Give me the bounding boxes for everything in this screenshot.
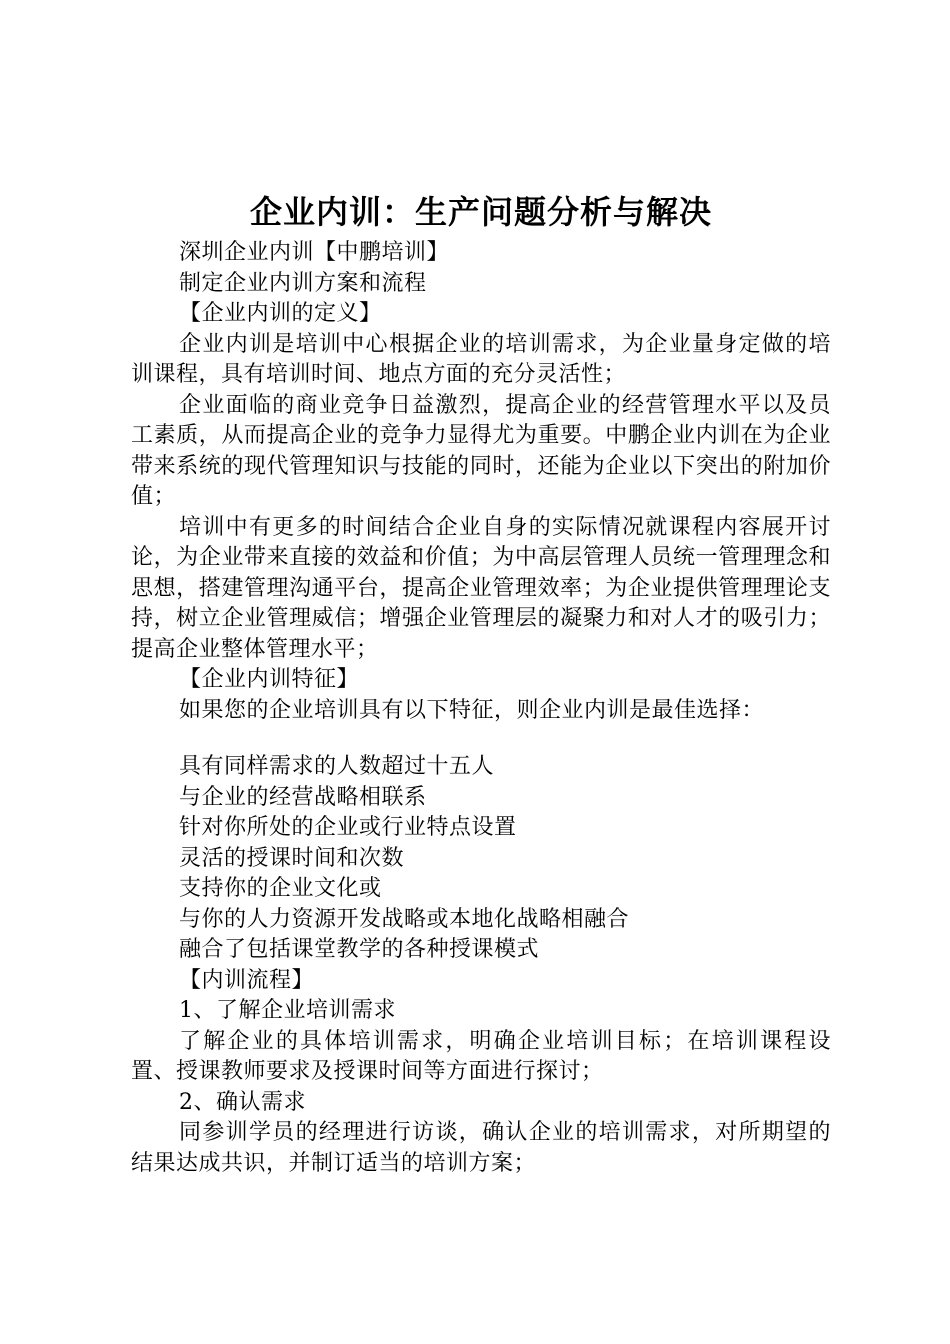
document-title: 企业内训：生产问题分析与解决 xyxy=(249,193,712,231)
section-heading-features: 【企业内训特征】 xyxy=(179,667,360,692)
list-item: 与企业的经营战略相联系 xyxy=(179,784,427,810)
process-step-2-text: 同参训学员的经理进行访谈，确认企业的培训需求，对所期望的结果达成共识，并制订适当的培训方案； xyxy=(131,1120,831,1176)
list-item: 支持你的企业文化或 xyxy=(179,876,382,901)
process-step-1-heading: 1、了解企业培训需求 xyxy=(179,998,396,1023)
features-list xyxy=(131,752,831,966)
list-item: 灵活的授课时间和次数 xyxy=(179,845,405,871)
section-heading-definition: 【企业内训的定义】 xyxy=(179,301,382,326)
blank-line xyxy=(131,726,831,752)
paragraph-company-name: 深圳企业内训【中鹏培训】 xyxy=(179,240,450,265)
paragraph-benefits: 培训中有更多的时间结合企业自身的实际情况就课程内容展开讨论，为企业带来直接的效益和价值；为中高层管理人员统一管理理念和思想，搭建管理沟通平台，提高企业管理效率；为企业提供管理理论支持，树立企业管理威信；增强企业管理层的凝聚力和对人才的吸引力；提高企业整体管理水平； xyxy=(131,514,831,662)
document-body xyxy=(131,188,831,1179)
process-step-2-heading: 2、确认需求 xyxy=(179,1089,306,1115)
paragraph-definition: 企业内训是培训中心根据企业的培训需求，为企业量身定做的培训课程，具有培训时间、地点方面的充分灵活性； xyxy=(131,331,831,387)
list-item: 与你的人力资源开发战略或本地化战略相融合 xyxy=(179,906,630,932)
list-item: 针对你所处的企业或行业特点设置 xyxy=(179,815,517,840)
section-heading-process: 【内训流程】 xyxy=(179,967,315,993)
paragraph-subtitle: 制定企业内训方案和流程 xyxy=(179,270,427,296)
list-item: 具有同样需求的人数超过十五人 xyxy=(179,754,495,779)
paragraph-competition: 企业面临的商业竞争日益激烈，提高企业的经营管理水平以及员工素质，从而提高企业的竞争力显得尤为重要。中鹏企业内训在为企业带来系统的现代管理知识与技能的同时，还能为企业以下突出的附加价值； xyxy=(131,392,831,509)
paragraph-features-intro: 如果您的企业培训具有以下特征，则企业内训是最佳选择： xyxy=(179,697,765,723)
process-step-1-text: 了解企业的具体培训需求，明确企业培训目标；在培训课程设置、授课教师要求及授课时间等方面进行探讨； xyxy=(131,1028,831,1084)
list-item: 融合了包括课堂教学的各种授课模式 xyxy=(179,937,540,962)
